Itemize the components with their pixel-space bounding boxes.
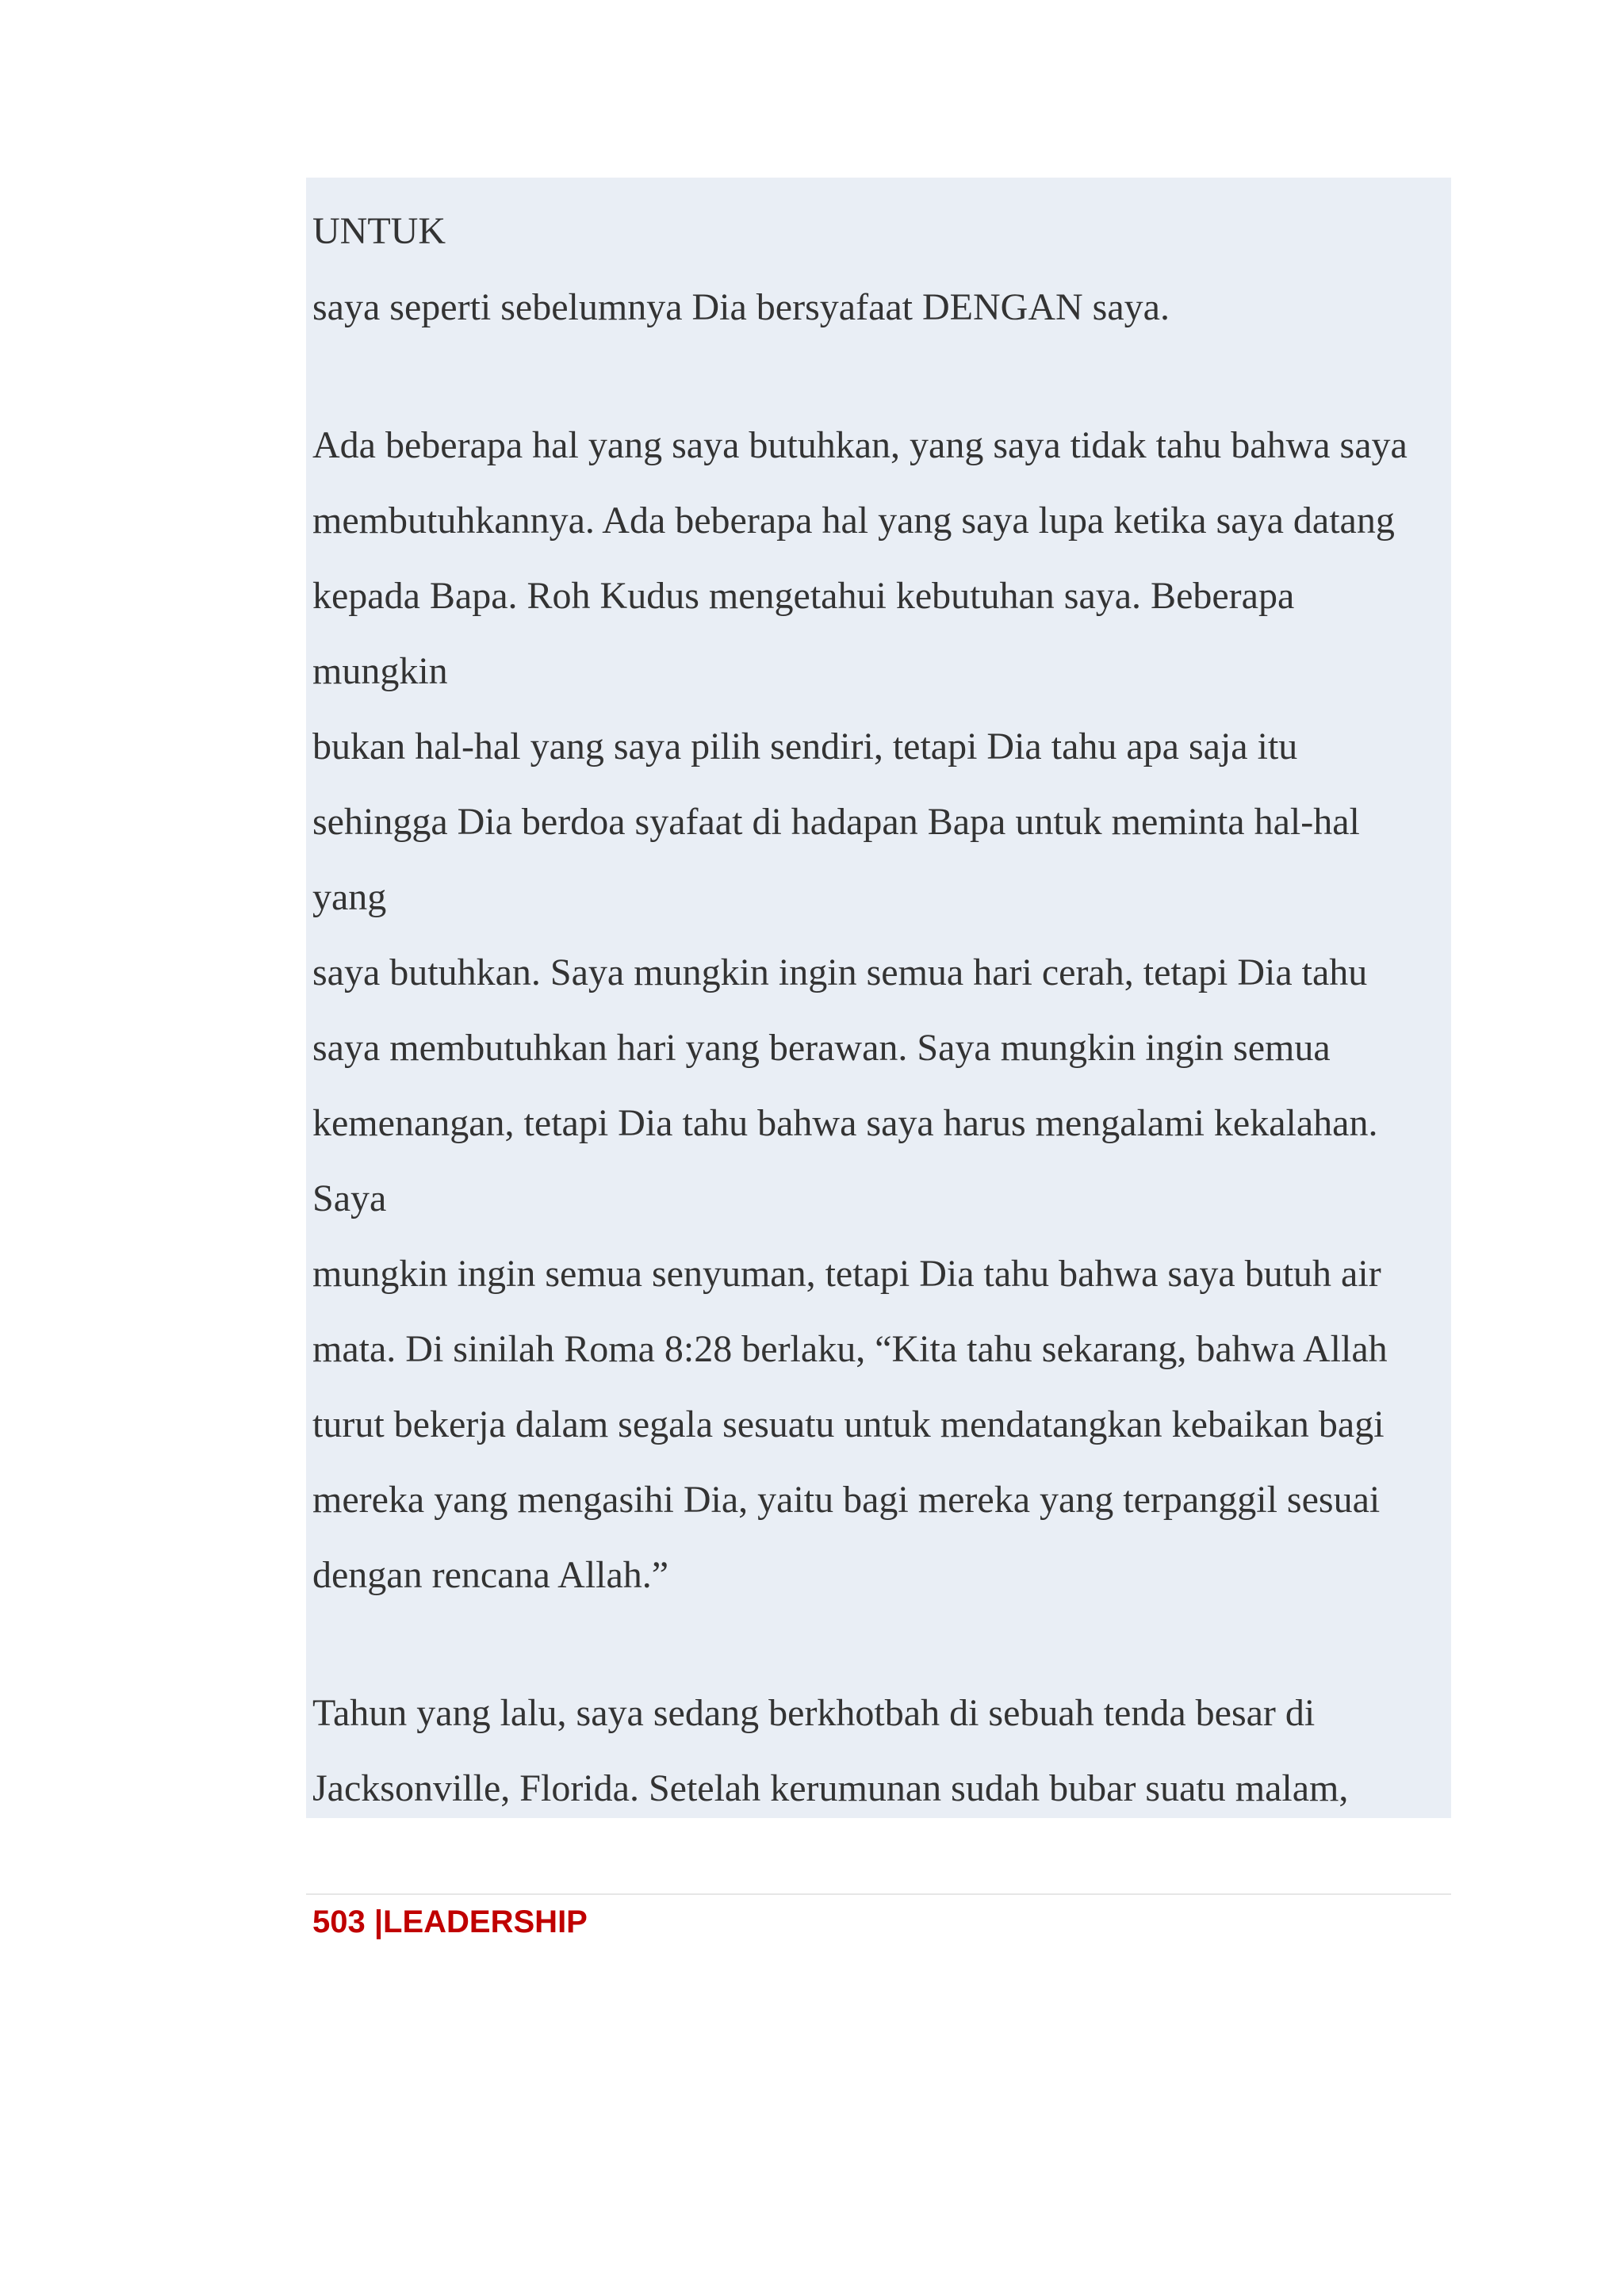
body-line: saya butuhkan. Saya mungkin ingin semua hari cerah, tetapi Dia tahu [312, 951, 1368, 993]
body-line: membutuhkannya. Ada beberapa hal yang saya lupa ketika saya datang [312, 500, 1395, 542]
body-line: Saya [312, 1177, 387, 1219]
body-line: mata. Di sinilah Roma 8:28 berlaku, “Kita tahu sekarang, bahwa Allah [312, 1328, 1388, 1370]
body-line: saya seperti sebelumnya Dia bersyafaat DENGAN saya. [312, 286, 1170, 328]
body-line: mereka yang mengasihi Dia, yaitu bagi mereka yang terpanggil sesuai [312, 1479, 1381, 1521]
body-line: Tahun yang lalu, saya sedang berkhotbah di sebuah tenda besar di [312, 1692, 1316, 1734]
body-line: kepada Bapa. Roh Kudus mengetahui kebutuhan saya. Beberapa [312, 575, 1295, 617]
body-line: Jacksonville, Florida. Setelah kerumunan sudah bubar suatu malam, [312, 1767, 1349, 1809]
body-line: UNTUK [312, 210, 446, 252]
body-line: yang [312, 876, 387, 918]
body-line: dengan rencana Allah.” [312, 1554, 669, 1596]
body-line: turut bekerja dalam segala sesuatu untuk mendatangkan kebaikan bagi [312, 1403, 1385, 1445]
body-line: mungkin ingin semua senyuman, tetapi Dia tahu bahwa saya butuh air [312, 1253, 1381, 1295]
body-line: mungkin [312, 650, 448, 692]
body-line: kemenangan, tetapi Dia tahu bahwa saya harus mengalami kekalahan. [312, 1102, 1378, 1144]
body-line: sehingga Dia berdoa syafaat di hadapan Bapa untuk meminta hal-hal [312, 801, 1360, 843]
body-line: bukan hal-hal yang saya pilih sendiri, tetapi Dia tahu apa saja itu [312, 725, 1298, 768]
footer-divider [306, 1893, 1451, 1895]
body-line: saya membutuhkan hari yang berawan. Saya mungkin ingin semua [312, 1027, 1331, 1069]
page-footer-label: 503 |LEADERSHIP [312, 1904, 588, 1939]
body-line: Ada beberapa hal yang saya butuhkan, yang saya tidak tahu bahwa saya [312, 424, 1408, 466]
